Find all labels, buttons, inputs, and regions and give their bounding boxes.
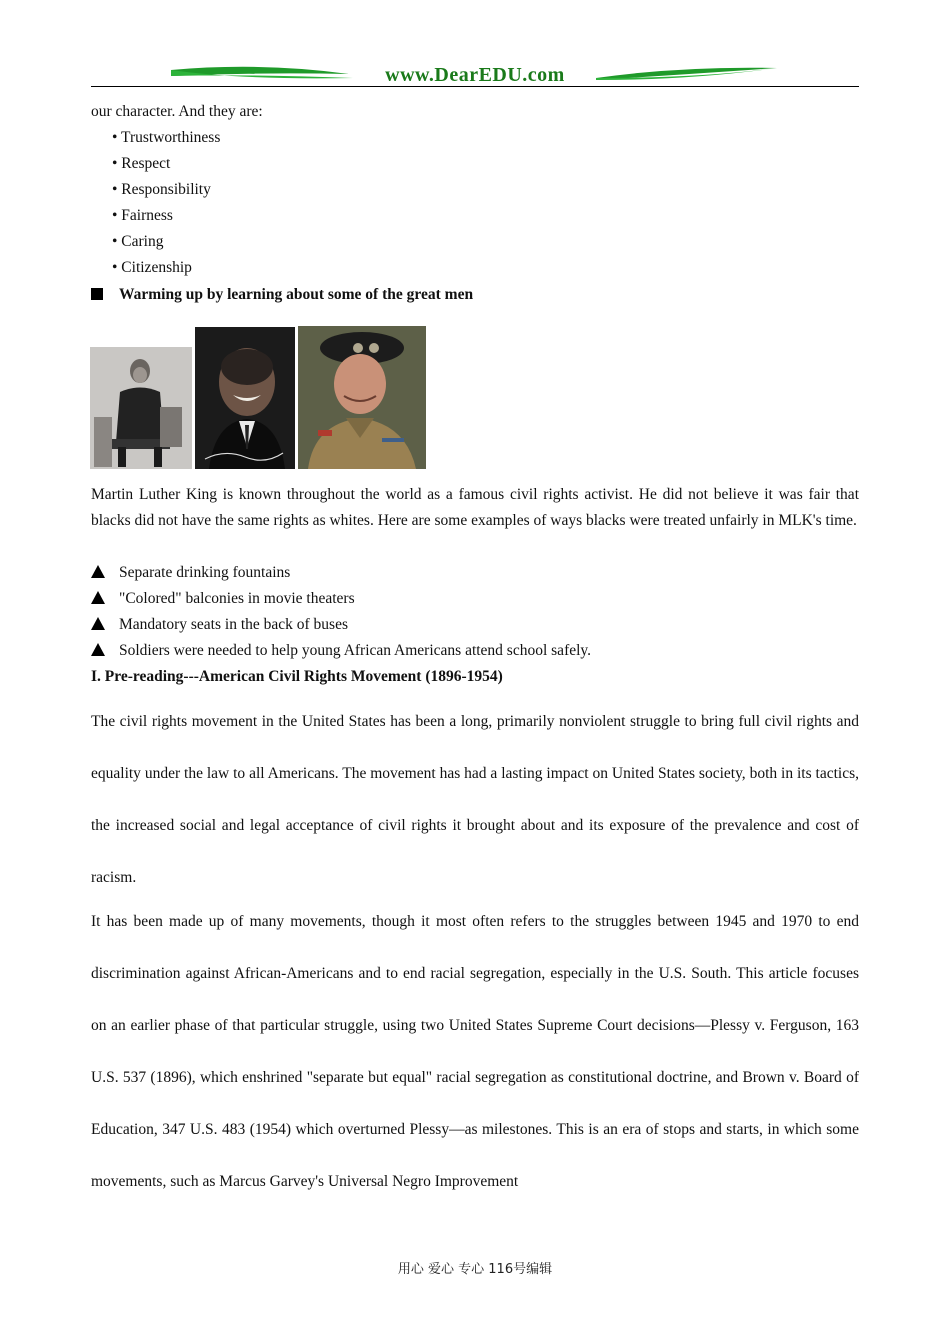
list-item <box>91 586 591 612</box>
list-item <box>91 560 591 586</box>
soldier-photo <box>298 326 426 469</box>
lincoln-photo <box>90 347 192 469</box>
header-rule <box>91 86 859 87</box>
list-item-text: Mandatory seats in the back of buses <box>119 616 348 633</box>
triangle-bullet-icon <box>91 565 105 578</box>
list-item: • Caring <box>112 233 164 250</box>
paragraph-2: It has been made up of many movements, though it most often refers to the struggles between 1945 and 1970 to end discrimination against African-Americans and to end racial segregation, especially in the U.S. South. This article focuses on an earlier phase of that particular struggle, using two United States Supreme Court decisions—Plessy v. Ferguson, 163 U.S. 537 (1896), which enshrined "separate but equal" racial segregation as constitutional doctrine, and Brown v. Board of Education, 347 U.S. 483 (1954) which overturned Plessy—as milestones. This is an era of stops and starts, in which some movements, such as Marcus Garvey's Universal Negro Improvement <box>91 913 859 1190</box>
warmup-heading-text: Warming up by learning about some of the great men <box>119 286 474 303</box>
paragraph-1: The civil rights movement in the United States has been a long, primarily nonviolent struggle to bring full civil rights and equality under the law to all Americans. The movement has had a lasting impact on United States society, both in its tactics, the increased social and legal acceptance of civil rights it brought about and its exposure of the prevalence and cost of racism. <box>91 713 859 886</box>
page-footer: 用心 爱心 专心 116号编辑 <box>397 1262 553 1277</box>
list-item: • Citizenship <box>112 259 192 276</box>
examples-list <box>91 560 591 664</box>
mlk-photo <box>195 327 295 469</box>
site-logo-text: www.DearEDU.com <box>385 64 565 86</box>
list-item-text: Separate drinking fountains <box>119 564 291 581</box>
list-item-text: "Colored" balconies in movie theaters <box>119 590 355 607</box>
mlk-paragraph: Martin Luther King is known throughout the world as a famous civil rights activist. He did not believe it was fair that blacks did not have the same rights as whites. Here are some examples of ways blacks were treated unfairly in MLK's time. <box>91 486 859 529</box>
intro-line: our character. And they are: <box>91 103 263 120</box>
warmup-heading <box>91 282 473 308</box>
section-heading: I. Pre-reading---American Civil Rights Movement (1896-1954) <box>91 668 503 685</box>
soldier-portrait-icon <box>298 326 426 469</box>
pillars-list <box>112 125 220 281</box>
triangle-bullet-icon <box>91 591 105 604</box>
list-item: • Trustworthiness <box>112 129 221 146</box>
list-item <box>91 638 591 664</box>
mlk-portrait-icon <box>195 327 295 469</box>
lincoln-portrait-icon <box>90 347 192 469</box>
page-header <box>91 60 859 90</box>
list-item-text: Soldiers were needed to help young African Americans attend school safely. <box>119 642 592 659</box>
triangle-bullet-icon <box>91 643 105 656</box>
list-item: • Fairness <box>112 207 173 224</box>
list-item: • Responsibility <box>112 181 211 198</box>
list-item: • Respect <box>112 155 171 172</box>
square-bullet-icon <box>91 288 103 300</box>
list-item <box>91 612 591 638</box>
triangle-bullet-icon <box>91 617 105 630</box>
